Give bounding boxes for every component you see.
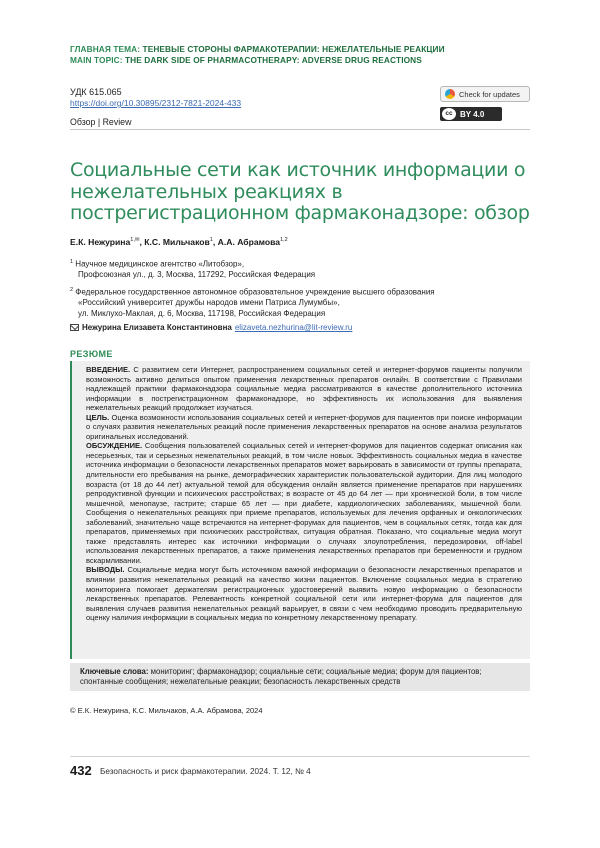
authors-line: [70, 237, 288, 247]
abstract-box: [70, 361, 530, 659]
abstract-heading: РЕЗЮМЕ: [70, 349, 113, 359]
author-1-sup: 1,✉: [130, 237, 140, 244]
author-sep-2: ,: [212, 237, 218, 247]
abstract-discussion: ОБСУЖДЕНИЕ. Сообщения пользователей социальных сетей и интернет-форумов для пациентов содержат описания как несерьезных, так и серьезных нежелательных реакций, в том числе новых. Эффективность социальных медиа в качестве источника информации о безопасности лекарственных препаратов может варьировать в зависимости от группы препарата, длительности его пребывания на рынке, демографических характеристик пользовательской аудитории. Для лиц молодого возраста (от 18 до 44 лет) актуальной темой для обсуждения онлайн является применение препаратов при нарушениях репродуктивной функции и психических расстройствах; в возрасте от 45 до 64 лет — при хронической боли, в том числе мышечной, менопаузе, гастрите; старше 65 лет — при диабете, кардиологических заболеваниях, мышечной боли. Сообщения о нежелательных реакциях при приеме препаратов, используемых для лечения орфанных и онкологических заболеваний, значительно чаще встречаются на интернет-форумах для пациентов, чем в социальных сетях, тогда как для препаратов, применяемых при психических расстройствах, ситуация обратная. Показано, что социальные медиа могут также представлять интерес как источники информации о случаях злоупотребления, передозировки, off-label использования лекарственных препаратов, а также применения лекарственных препаратов при беременности и грудном вскармливании.: [86, 441, 522, 565]
cc-license-badge[interactable]: [440, 107, 502, 121]
keywords-text: мониторинг; фармаконадзор; социальные сети; социальные медиа; форум для пациентов; спонтанные сообщения; нежелательные реакции; безопасность лекарственных средств: [80, 667, 482, 686]
article-title: Социальные сети как источник информации о нежелательных реакциях в пострегистрационном фармаконадзоре: обзор: [70, 159, 530, 224]
author-3: А.А. Абрамова: [217, 237, 281, 247]
corresponding-name: Нежурина Елизавета Константиновна: [82, 323, 232, 332]
author-sep-1: ,: [139, 237, 145, 247]
affiliation-1-line-2: Профсоюзная ул., д. 3, Москва, 117292, Российская Федерация: [78, 270, 316, 280]
affiliation-2-line-1: $^2$ Федеральное государственное автономное образовательное учреждение высшего образования: [70, 287, 435, 297]
affiliation-2-line-3: ул. Миклухо-Маклая, д. 6, Москва, 117198, Российская Федерация: [78, 308, 326, 318]
footer-divider: [70, 756, 530, 757]
abstract-conclusions: ВЫВОДЫ. Социальные медиа могут быть источником важной информации о безопасности лекарственных препаратов и влиянии развития нежелательных реакций на качество жизни пациентов. Включение социальных медиа в стратегию мониторинга помогает держателям регистрационных удостоверений выявить новую информацию о безопасности лекарственных препаратов. Релевантность конкретной социальной сети или интернет-форума для пациентов для выявления случаев развития нежелательных реакций варьирует, в связи с чем необходимо проводить предварительную оценку наличия информации в социальных медиа по конкретному лекарственному препарату.: [86, 565, 522, 623]
header-ru: ГЛАВНАЯ ТЕМА: ТЕНЕВЫЕ СТОРОНЫ ФАРМАКОТЕРАПИИ: НЕЖЕЛАТЕЛЬНЫЕ РЕАКЦИИ: [70, 44, 445, 54]
author-2: К.С. Мильчаков: [144, 237, 210, 247]
keywords-label: Ключевые слова:: [80, 667, 149, 676]
author-2-sup: 1: [209, 237, 213, 244]
keywords-box: [70, 663, 530, 691]
divider: [70, 129, 530, 130]
page-number: 432: [70, 763, 92, 778]
udk-code: УДК 615.065: [70, 87, 122, 97]
check-for-updates-badge[interactable]: [440, 86, 530, 102]
affiliation-1: [70, 257, 315, 281]
author-3-sup: 1,2: [280, 237, 288, 244]
cc-icon: cc: [442, 108, 456, 120]
affiliation-1-line-1: $^1$ Научное медицинское агентство «Литобзор»,: [70, 259, 245, 269]
affiliation-2-line-2: «Российский университет дружбы народов имени Патриса Лумумбы»,: [78, 298, 340, 308]
envelope-icon: [70, 324, 79, 331]
author-1: Е.К. Нежурина: [70, 237, 131, 247]
corresponding-author: [70, 323, 352, 332]
main-topic-header: [70, 44, 540, 66]
abstract-aim: ЦЕЛЬ. Оценка возможности использования социальных сетей и интернет-форумов для пациентов при поиске информации о случаях развития нежелательных реакций после применения лекарственных препаратов на основе анализа результатов оригинальных исследований.: [86, 412, 522, 441]
article-type: Обзор | Review: [70, 117, 132, 127]
doi-link[interactable]: https://doi.org/10.30895/2312-7821-2024-433: [70, 98, 242, 108]
header-en: MAIN TOPIC: THE DARK SIDE OF PHARMACOTHERAPY: ADVERSE DRUG REACTIONS: [70, 55, 422, 65]
crossmark-icon: [445, 89, 455, 99]
journal-reference: Безопасность и риск фармакотерапии. 2024. Т. 12, № 4: [100, 767, 311, 776]
corresponding-email[interactable]: elizaveta.nezhurina@lit-review.ru: [234, 323, 353, 332]
license-label: BY 4.0: [460, 109, 485, 119]
abstract-intro: ВВЕДЕНИЕ. С развитием сети Интернет, распространением социальных сетей и интернет-форумов пациенты получили возможность активно делиться опытом применения лекарственных препаратов онлайн. В соответствии с Правилами надлежащей практики фармаконадзора социальные медиа рассматриваются в качестве дополнительного источника информации в пострегистрационном фармаконадзоре, но эффективность их использования для выявления нежелательных реакций продолжает изучаться.: [86, 365, 522, 413]
affiliation-2: [70, 285, 435, 319]
copyright: © Е.К. Нежурина, К.С. Мильчаков, А.А. Абрамова, 2024: [70, 706, 263, 715]
check-for-updates-label: Check for updates: [459, 89, 520, 99]
